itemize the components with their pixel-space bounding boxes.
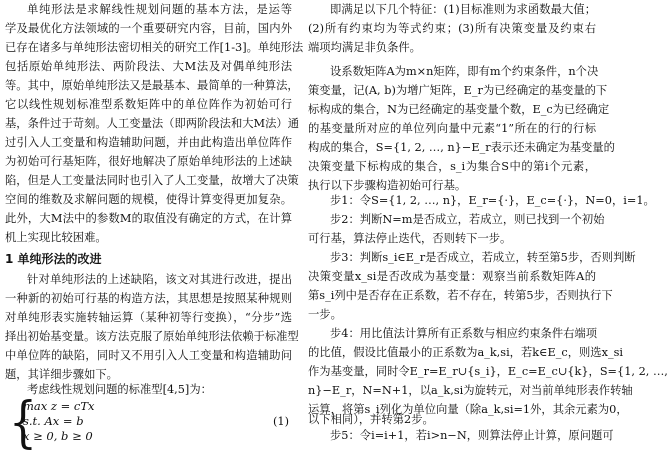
equation-number: (1)	[273, 415, 290, 428]
equation-line-3: x ≥ 0, b ≥ 0	[23, 429, 93, 443]
section-heading: 1 单纯形法的改进	[5, 252, 102, 266]
right-p2-line-6: 决策变量下标构成的集合，s_i为集合S中的第i个元素，	[308, 160, 596, 173]
left-p1-line-9: 为初始可行基矩阵，很好地解决了原始单纯形法的上述缺	[5, 155, 292, 168]
left-p1-line-6: 它以线性规划标准型系数矩阵中的单位阵作为初始可行	[5, 98, 292, 111]
left-p2-line-5: 中单位阵的缺陷，同时又不用引入人工变量和构造辅助问	[5, 349, 292, 362]
step-4-line-5: 运算，将第s_i列化为单位向量（除a_k,si=1外，其余元素为0，	[308, 403, 628, 416]
right-p1-line-2: (2)所有约束均为等式约束；(3)所有决策变量及约束右	[308, 22, 596, 35]
step-2-line-1: 步2：判断N=m是否成立，若成立，则已找到一个初始	[330, 213, 605, 226]
left-p2-line-2: 一种新的初始可行基的构造方法，其思想是按照某种规则	[5, 292, 292, 305]
step-3-line-1: 步3：判断s_i∈E_r是否成立，若成立，转至第5步，否则判断	[330, 251, 636, 264]
right-p2-line-1: 设系数矩阵A为m×n矩阵，即有m个约束条件，n个决	[330, 65, 599, 78]
right-p2-line-3: 标构成的集合，N为已经确定的基变量个数，E_c为已经确定	[308, 103, 610, 116]
left-p1-line-11: 空间的维数及求解问题的规模，使得计算变得更加复杂。	[5, 193, 292, 206]
left-p1-line-3: 已存在诸多与单纯形法密切相关的研究工作[1-3]。单纯形法	[5, 41, 304, 54]
step-3-line-2: 决策变量x_si是否改成为基变量：观察当前系数矩阵A的	[308, 270, 596, 283]
step-1: 步1：令S={1, 2, …, n}，E_r={·}，E_c={·}，N=0，i=1。	[330, 194, 655, 207]
step-4-line-6: 以下相同），并转第2步。	[308, 413, 434, 426]
right-p2-line-7: 执行以下步骤构造初始可行基。	[308, 179, 467, 192]
left-p2-line-3: 对单纯形表实施转轴运算（某种初等行变换），“分步”选	[5, 311, 292, 324]
step-5: 步5：令i=i+1，若i>n−N，则算法停止计算，原问题可	[330, 429, 614, 442]
step-4-line-1: 步4：用比值法计算所有正系数与相应约束条件右端项	[330, 327, 598, 340]
right-p2-line-2: 策变量，记(A, b)为增广矩阵，E_r为已经确定的基变量的下	[308, 84, 608, 97]
left-p1-line-8: 过引入人工变量和构造辅助问题，并由此构造出单位阵作	[5, 136, 292, 149]
left-p2-line-6: 题，其详细步骤如下。	[5, 368, 118, 381]
left-p1-line-5: 等。其中，原始单纯形法又是最基本、最简单的一种算法，	[5, 79, 299, 92]
right-p1-line-3: 端项均满足非负条件。	[308, 41, 421, 54]
left-p1-line-7: 基，条件过于苛刻。人工变量法（即两阶段法和大M法）通	[5, 117, 299, 130]
left-p2-line-4: 择出初始基变量。该方法克服了原始单纯形法依赖于标准型	[5, 330, 299, 343]
right-p2-line-5: 构成的集合，S={1, 2, …, n}−E_r表示还未确定为基变量的	[308, 141, 615, 154]
step-3-line-3: 第s_i列中是否存在正系数，若不存在，转第5步，否则执行下	[308, 289, 613, 302]
left-p2-line-1: 针对单纯形法的上述缺陷，该文对其进行改进，提出	[27, 273, 292, 286]
left-p1-line-12: 此外，大M法中的参数M的取值没有确定的方式，在计算	[5, 212, 292, 225]
equation-brace: {	[9, 391, 37, 455]
left-p1-line-2: 学及最优化方法领域的一个重要研究内容，目前，国内外	[5, 22, 292, 35]
equation-line-1: max z = cTx	[23, 399, 95, 413]
left-p1-line-1: 单纯形法是求解线性规划问题的基本方法，是运等	[27, 3, 292, 16]
left-p1-line-13: 机上实现比较困难。	[5, 231, 107, 244]
right-p1-line-1: 即满足以下几个特征：(1)目标准则为求函数最大值；	[330, 3, 596, 16]
step-4-line-3: 作为基变量，同时令E_r=E_r∪{s_i}，E_c=E_c∪{k}，S={1, 2, …,	[308, 365, 668, 378]
step-2-line-2: 可行基，算法停止迭代，否则转下一步。	[308, 232, 512, 245]
left-p1-line-10: 陷，但是人工变量法同时也引入了人工变量，故增大了决策	[5, 174, 299, 187]
step-3-line-4: 一步。	[308, 308, 342, 321]
step-4-line-2: 的比值，假设比值最小的正系数为a_k,si，若k∈E_c，则选x_si	[308, 346, 624, 359]
equation-line-2: s.t. Ax = b	[23, 414, 84, 428]
step-4-line-4: n}−E_r，N=N+1，以a_k,si为旋转元，对当前单纯形表作转轴	[308, 384, 633, 397]
standard-form-equation	[9, 391, 209, 455]
left-p1-line-4: 包括原始单纯形法、两阶段法、大M法及对偶单纯形法	[5, 60, 292, 73]
right-p2-line-4: 的基变量所对应的单位列向量中元素“1”所在的行的行标	[308, 122, 596, 135]
standard-form-intro: 考虑线性规划问题的标准型[4,5]为：	[27, 383, 212, 396]
